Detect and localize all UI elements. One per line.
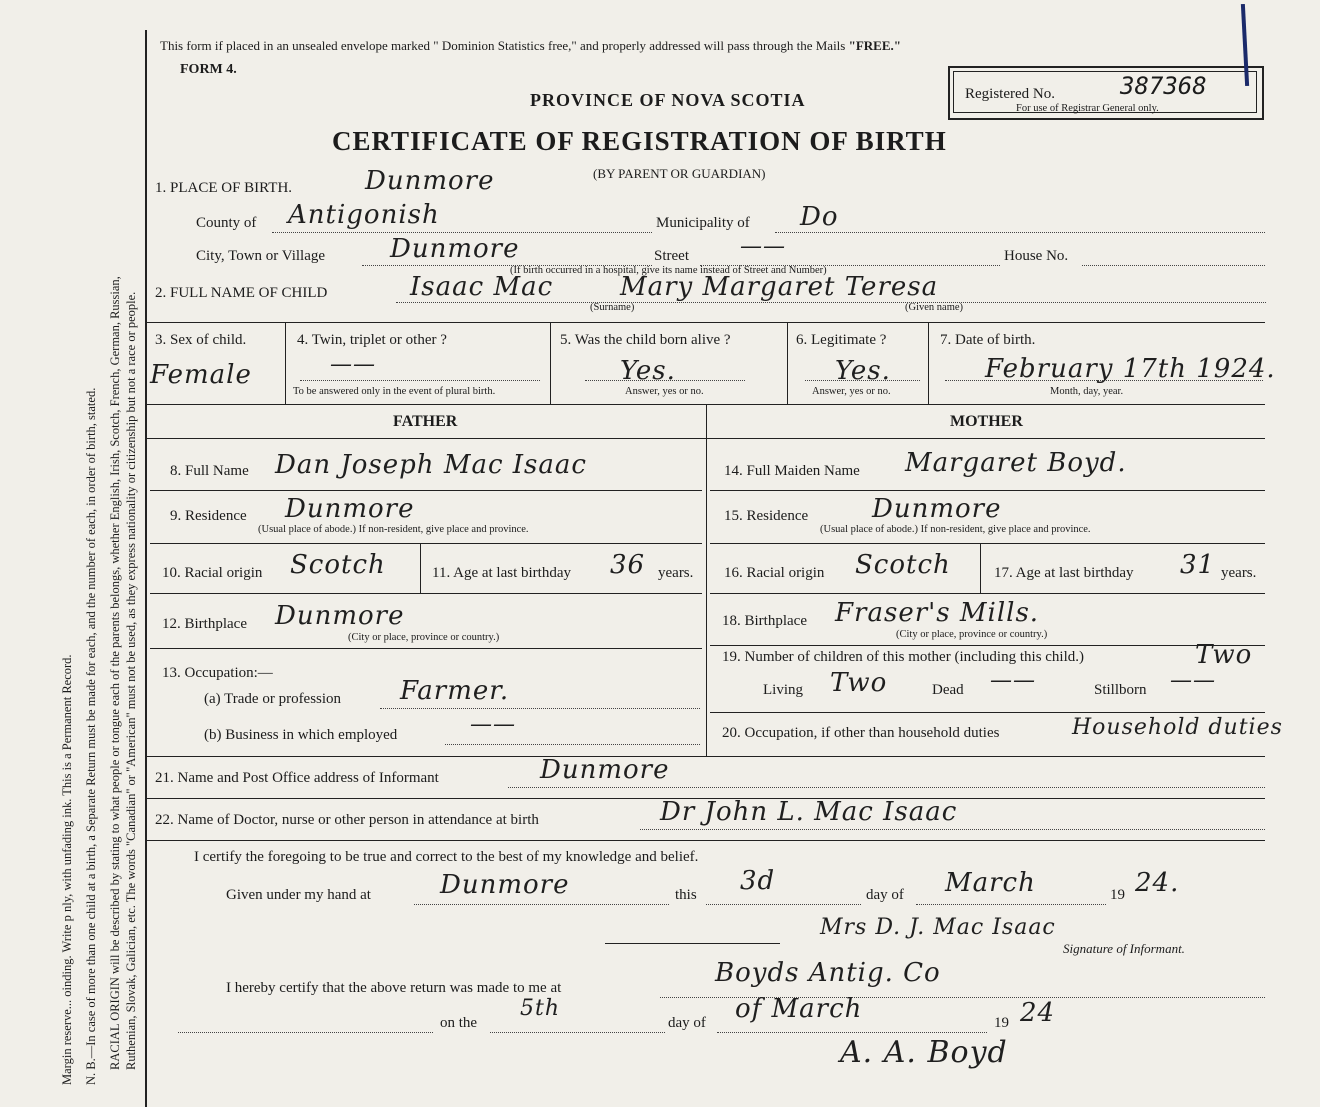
dead-value: —— (990, 668, 1036, 693)
left-border (145, 30, 147, 1107)
hospital-note: (If birth occurred in a hospital, give its name instead of Street and Number) (510, 265, 827, 276)
mother-name-label: 14. Full Maiden Name (724, 463, 860, 479)
stillborn-label: Stillborn (1094, 682, 1147, 698)
father-heading: FATHER (393, 413, 458, 430)
dead-label: Dead (932, 682, 964, 698)
street-value: —— (740, 234, 786, 259)
place-of-birth-label: 1. PLACE OF BIRTH. (155, 180, 293, 196)
living-label: Living (763, 682, 803, 698)
given-name-note: (Given name) (905, 302, 964, 313)
month-value: March (945, 868, 1036, 898)
dob-note: Month, day, year. (1050, 386, 1124, 397)
municipality-value: Do (800, 202, 839, 232)
trade-label: (a) Trade or profession (204, 691, 342, 707)
dob-label: 7. Date of birth. (940, 332, 1036, 348)
house-no-label: House No. (1004, 248, 1069, 264)
legit-note: Answer, yes or no. (812, 386, 891, 397)
mother-abode-note: (Usual place of abode.) If non-resident, give place and province. (820, 524, 1091, 535)
twin-value: —— (330, 352, 376, 377)
doctor-label: 22. Name of Doctor, nurse or other person in attendance at birth (155, 812, 539, 828)
father-abode-note: (Usual place of abode.) If non-resident, give place and province. (258, 524, 529, 535)
postal-note: This form if placed in an unsealed envelope marked " Dominion Statistics free," and properly addressed will pass through the Mails "FREE." (160, 38, 901, 53)
year-value: 24. (1135, 868, 1180, 898)
city-value: Dunmore (390, 234, 520, 264)
row-rule-bottom (145, 404, 1265, 405)
given-under-label: Given under my hand at (226, 887, 371, 903)
city-label: City, Town or Village (196, 248, 326, 264)
full-name-label: 2. FULL NAME OF CHILD (155, 285, 328, 301)
mother-race-value: Scotch (855, 550, 951, 580)
county-value: Antigonish (288, 200, 440, 230)
row-rule-top (145, 322, 1265, 323)
margin-note-4: Ruthenian, Slovak, Galician, etc. The words "Canadian" or "American" must not be used, as they express nationality or citizenship but not a race or people. (124, 291, 138, 1070)
certificate-title: CERTIFICATE OF REGISTRATION OF BIRTH (332, 126, 947, 156)
day-of-label: day of (866, 887, 904, 903)
sex-value: Female (150, 360, 252, 390)
place-of-birth-value: Dunmore (365, 166, 495, 196)
children-value: Two (1195, 640, 1253, 670)
form-number: FORM 4. (180, 62, 237, 77)
street-label: Street (654, 248, 689, 264)
registered-note: For use of Registrar General only. (1016, 103, 1159, 114)
mother-race-label: 16. Racial origin (724, 565, 825, 581)
trade-value: Farmer. (400, 676, 510, 706)
received-year-value: 24 (1020, 998, 1056, 1028)
received-month-value: of March (735, 994, 863, 1024)
day-value: 3d (740, 866, 776, 896)
father-name-value: Dan Joseph Mac Isaac (275, 450, 587, 480)
father-birthplace-value: Dunmore (275, 601, 405, 631)
child-given-name: Mary Margaret Teresa (620, 272, 939, 302)
mother-age-label: 17. Age at last birthday (994, 565, 1134, 581)
margin-note-2: N. B.—In case of more than one child at a birth, a Separate Return must be made for each, and the number of each, in order of birth, stated. (84, 387, 98, 1085)
legit-label: 6. Legitimate ? (796, 332, 887, 348)
stillborn-value: —— (1170, 668, 1216, 693)
center-divider (706, 404, 707, 756)
margin-note-3: RACIAL ORIGIN will be described by stating to what people or tongue each of the parents belongs, whether English, Irish, Scotch, French, German, Russian, (108, 276, 122, 1070)
father-residence-label: 9. Residence (170, 508, 247, 524)
margin-note-1: Margin reserve... oinding. Write p nly, with unfading ink. This is a Permanent Record. (60, 654, 74, 1085)
mother-occupation-label: 20. Occupation, if other than household duties (722, 725, 1000, 741)
mother-age-value: 31 (1180, 550, 1216, 580)
year-prefix: 19 (1110, 887, 1125, 903)
alive-label: 5. Was the child born alive ? (560, 332, 731, 348)
father-years-label: years. (658, 565, 694, 581)
father-birthplace-label: 12. Birthplace (162, 616, 247, 632)
received-day-value: 5th (520, 996, 561, 1021)
children-label: 19. Number of children of this mother (including this child.) (722, 649, 1085, 665)
father-name-label: 8. Full Name (170, 463, 249, 479)
registrar-signature: A. A. Boyd (840, 1035, 1008, 1070)
year-prefix-2: 19 (994, 1015, 1009, 1031)
signature-note: Signature of Informant. (1063, 941, 1185, 956)
business-label: (b) Business in which employed (204, 727, 398, 743)
informant-value: Dunmore (540, 755, 670, 785)
legit-value: Yes. (835, 356, 891, 386)
occupation-label: 13. Occupation:— (162, 665, 273, 681)
living-value: Two (830, 668, 888, 698)
informant-signature: Mrs D. J. Mac Isaac (820, 915, 1056, 940)
registered-number: 387368 (1120, 72, 1207, 100)
business-value: —— (470, 712, 516, 737)
alive-note: Answer, yes or no. (625, 386, 704, 397)
father-race-value: Scotch (290, 550, 386, 580)
doctor-value: Dr John L. Mac Isaac (660, 797, 958, 827)
dob-value: February 17th 1924. (985, 354, 1276, 384)
alive-value: Yes. (620, 356, 676, 386)
mother-residence-value: Dunmore (872, 494, 1002, 524)
mother-occupation-value: Household duties (1072, 715, 1283, 740)
mother-bp-note: (City or place, province or country.) (896, 629, 1048, 640)
hereby-label: I hereby certify that the above return was made to me at (226, 980, 562, 996)
day-of-label-2: day of (668, 1015, 706, 1031)
province-heading: PROVINCE OF NOVA SCOTIA (530, 90, 806, 110)
surname-note: (Surname) (590, 302, 635, 313)
father-bp-note: (City or place, province or country.) (348, 632, 500, 643)
municipality-label: Municipality of (656, 215, 750, 231)
child-surname: Isaac Mac (410, 272, 554, 302)
certificate-subtitle: (BY PARENT OR GUARDIAN) (593, 166, 766, 181)
father-residence-value: Dunmore (285, 494, 415, 524)
county-label: County of (196, 215, 257, 231)
mother-years-label: years. (1221, 565, 1257, 581)
mother-name-value: Margaret Boyd. (905, 448, 1127, 478)
certify-statement: I certify the foregoing to be true and correct to the best of my knowledge and belief. (194, 849, 699, 865)
father-age-label: 11. Age at last birthday (432, 565, 571, 581)
this-label: this (675, 887, 697, 903)
father-age-value: 36 (610, 550, 646, 580)
mother-residence-label: 15. Residence (724, 508, 809, 524)
mother-birthplace-label: 18. Birthplace (722, 613, 807, 629)
registered-label: Registered No. (965, 86, 1055, 102)
sex-label: 3. Sex of child. (155, 332, 247, 348)
mother-birthplace-value: Fraser's Mills. (835, 598, 1040, 628)
twin-note: To be answered only in the event of plural birth. (293, 386, 496, 397)
given-at-value: Dunmore (440, 870, 570, 900)
twin-label: 4. Twin, triplet or other ? (297, 332, 447, 348)
mother-heading: MOTHER (950, 413, 1023, 430)
father-race-label: 10. Racial origin (162, 565, 263, 581)
received-at-value: Boyds Antig. Co (715, 958, 941, 988)
informant-label: 21. Name and Post Office address of Informant (155, 770, 439, 786)
on-the-label: on the (440, 1015, 478, 1031)
